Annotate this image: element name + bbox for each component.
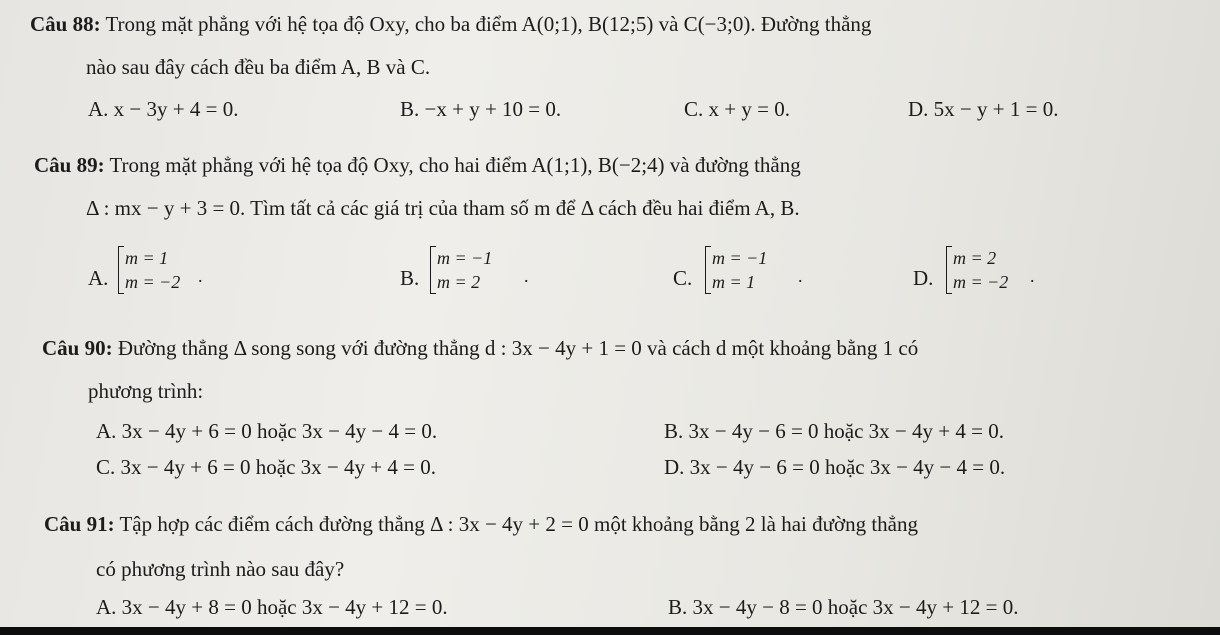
option-period: . [798, 266, 803, 286]
option-text: x + y = 0. [708, 97, 790, 121]
option-text: x − 3y + 4 = 0. [113, 97, 239, 121]
system-top: m = −1 [437, 248, 493, 268]
option-text: 3x − 4y − 8 = 0 hoặc 3x − 4y + 12 = 0. [692, 595, 1019, 619]
q88-line1 [30, 12, 871, 36]
option-text: 3x − 4y + 8 = 0 hoặc 3x − 4y + 12 = 0. [121, 595, 448, 619]
q90-option-c[interactable] [96, 455, 436, 479]
q89-label: Câu 89: [34, 153, 105, 177]
option-period: . [524, 266, 529, 286]
system-top: m = 1 [125, 248, 169, 268]
option-period: . [198, 266, 203, 286]
q88-option-a[interactable] [88, 97, 238, 121]
option-text: −x + y + 10 = 0. [424, 97, 562, 121]
system-top: m = 2 [953, 248, 997, 268]
q91-stem-1: Tập hợp các điểm cách đường thẳng Δ : 3x − 4y + 2 = 0 một khoảng bằng 2 là hai đường thẳng [119, 512, 919, 536]
option-letter: A. [96, 595, 117, 619]
q89-line2: Δ : mx − y + 3 = 0. Tìm tất cả các giá trị của tham số m để Δ cách đều hai điểm A, B. [86, 196, 800, 220]
option-system [946, 246, 1008, 294]
system-bottom: m = 2 [437, 272, 481, 292]
q90-option-d[interactable] [664, 455, 1005, 479]
q91-option-b[interactable] [668, 595, 1018, 619]
q89-stem-1: Trong mặt phẳng với hệ tọa độ Oxy, cho hai điểm A(1;1), B(−2;4) và đường thẳng [109, 153, 801, 177]
q90-option-a[interactable] [96, 419, 437, 443]
q88-label: Câu 88: [30, 12, 101, 36]
system-top: m = −1 [712, 248, 768, 268]
q90-line1 [42, 336, 918, 360]
option-letter: D. [913, 266, 934, 290]
q90-label: Câu 90: [42, 336, 113, 360]
option-letter: A. [88, 266, 109, 290]
option-text: 3x − 4y + 6 = 0 hoặc 3x − 4y − 4 = 0. [121, 419, 438, 443]
option-letter: D. [908, 97, 929, 121]
q90-stem-1: Đường thẳng Δ song song với đường thẳng d : 3x − 4y + 1 = 0 và cách d một khoảng bằng 1 có [117, 336, 919, 360]
q91-label: Câu 91: [44, 512, 115, 536]
option-letter: D. [664, 455, 685, 479]
q91-line2: có phương trình nào sau đây? [96, 557, 345, 581]
q88-option-d[interactable] [908, 97, 1058, 121]
option-letter: B. [400, 266, 420, 290]
q88-option-c[interactable] [684, 97, 790, 121]
option-letter: C. [673, 266, 693, 290]
q89-line1 [34, 153, 801, 177]
option-letter: B. [664, 419, 684, 443]
option-text: 5x − y + 1 = 0. [933, 97, 1059, 121]
option-system [430, 246, 492, 294]
q91-line1 [44, 512, 918, 536]
option-text: 3x − 4y − 6 = 0 hoặc 3x − 4y − 4 = 0. [689, 455, 1006, 479]
q88-option-b[interactable] [400, 97, 561, 121]
option-text: 3x − 4y + 6 = 0 hoặc 3x − 4y + 4 = 0. [120, 455, 436, 479]
option-system [118, 246, 180, 294]
option-letter: A. [96, 419, 117, 443]
option-text: 3x − 4y − 6 = 0 hoặc 3x − 4y + 4 = 0. [688, 419, 1004, 443]
q91-option-a[interactable] [96, 595, 448, 619]
system-bottom: m = −2 [953, 272, 1009, 292]
option-letter: B. [668, 595, 688, 619]
q90-line2: phương trình: [88, 379, 204, 403]
q88-stem-1: Trong mặt phẳng với hệ tọa độ Oxy, cho ba điểm A(0;1), B(12;5) và C(−3;0). Đường thẳng [105, 12, 872, 36]
q88-line2: nào sau đây cách đều ba điểm A, B và C. [86, 55, 431, 79]
q90-option-b[interactable] [664, 419, 1004, 443]
option-system [705, 246, 767, 294]
option-letter: A. [88, 97, 109, 121]
option-letter: C. [96, 455, 116, 479]
system-bottom: m = −2 [125, 272, 181, 292]
option-letter: C. [684, 97, 704, 121]
option-period: . [1030, 266, 1035, 286]
system-bottom: m = 1 [712, 272, 756, 292]
photo-bottom-edge [0, 627, 1220, 635]
option-letter: B. [400, 97, 420, 121]
